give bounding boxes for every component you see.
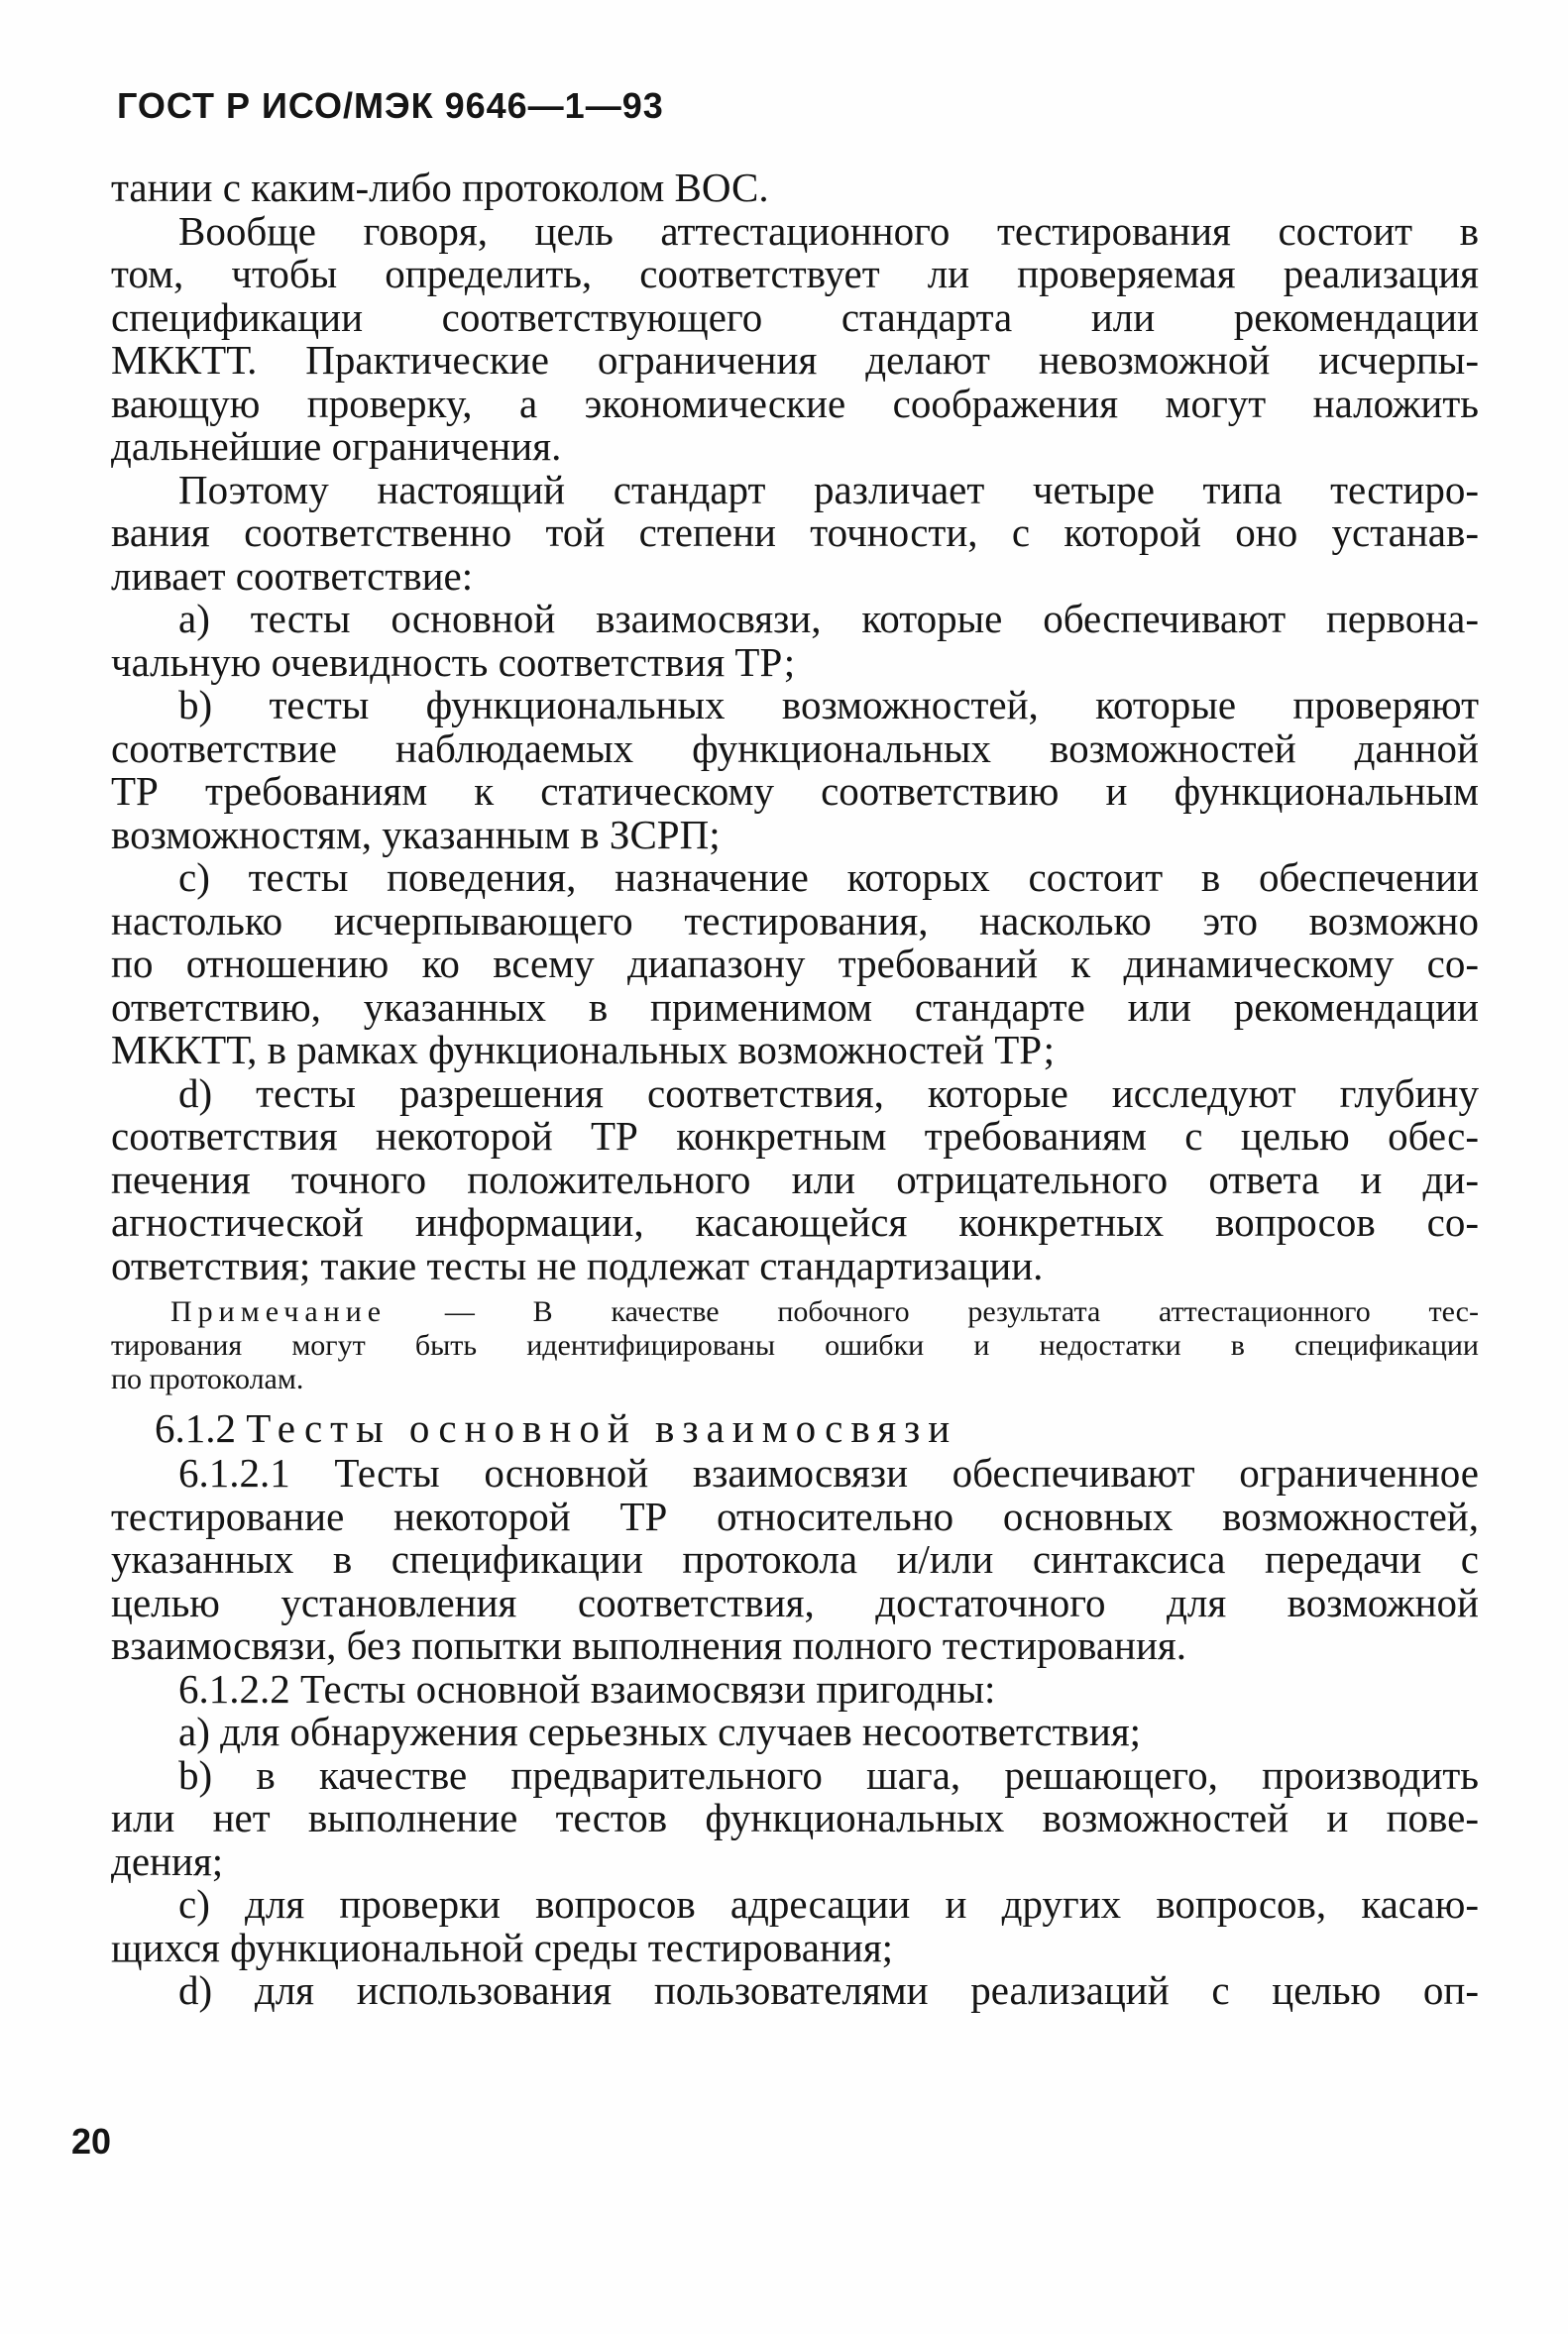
text-line: дения; bbox=[111, 1837, 224, 1884]
text-line: настолько исчерпывающего тестирования, насколько это возможно bbox=[111, 897, 1479, 944]
list-item-c: с) тесты поведения, назначение которых состоит в обеспечении bbox=[178, 854, 1479, 900]
text-line: ТР требованиям к статическому соответствию и функциональным bbox=[111, 768, 1479, 814]
text-line: печения точного положительного или отрицательного ответа и ди- bbox=[111, 1156, 1479, 1202]
text-line: или нет выполнение тестов функциональных возможностей и пове- bbox=[111, 1795, 1479, 1840]
text-line: ответствию, указанных в применимом стандарте или рекомендации bbox=[111, 983, 1479, 1030]
text-line: спецификации соответствующего стандарта или рекомендации bbox=[111, 293, 1479, 340]
text-line: взаимосвязи, без попытки выполнения полного тестирования. bbox=[111, 1622, 1187, 1668]
note-line bbox=[111, 1295, 1479, 1329]
text-line: Поэтому настоящий стандарт различает четыре типа тестиро- bbox=[178, 466, 1479, 512]
text-line: вания соответственно той степени точности, с которой оно устанав- bbox=[111, 509, 1479, 555]
list-item-c: с) для проверки вопросов адресации и других вопросов, касаю- bbox=[178, 1881, 1479, 1927]
note-lead: Примечание bbox=[170, 1295, 388, 1328]
text-line: ответствия; такие тесты не подлежат стандартизации. bbox=[111, 1242, 1044, 1288]
text-line: указанных в спецификации протокола и/или синтаксиса передачи с bbox=[111, 1536, 1479, 1582]
document-header: ГОСТ Р ИСО/МЭК 9646—1—93 bbox=[117, 85, 664, 126]
text-line: тестирование некоторой ТР относительно основных возможностей, bbox=[111, 1493, 1479, 1539]
list-item-b: b) тесты функциональных возможностей, которые проверяют bbox=[178, 682, 1479, 727]
text-line: МККТТ, в рамках функциональных возможностей ТР; bbox=[111, 1027, 1055, 1072]
note-line: тирования могут быть идентифицированы ошибки и недостатки в спецификации bbox=[111, 1329, 1479, 1362]
text-line: 6.1.2.1 Тесты основной взаимосвязи обеспечивают ограниченное bbox=[178, 1450, 1479, 1496]
text-line: возможностям, указанным в ЗСРП; bbox=[111, 811, 721, 857]
list-item-d: d) тесты разрешения соответствия, которые исследуют глубину bbox=[178, 1069, 1479, 1116]
text-line: Вообще говоря, цель аттестационного тестирования состоит в bbox=[178, 207, 1479, 254]
text-line: щихся функциональной среды тестирования; bbox=[111, 1924, 894, 1970]
text-line: дальнейшие ограничения. bbox=[111, 423, 562, 469]
list-item-d: d) для использования пользователями реализаций с целью оп- bbox=[178, 1967, 1479, 2013]
text-line: агностической информации, касающейся конкретных вопросов со- bbox=[111, 1199, 1479, 1245]
text-line: том, чтобы определить, соответствует ли проверяемая реализация bbox=[111, 251, 1479, 296]
note-line: по протоколам. bbox=[111, 1363, 304, 1395]
section-number: 6.1.2 bbox=[155, 1405, 236, 1451]
text-line: МККТТ. Практические ограничения делают невозможной исчерпы- bbox=[111, 337, 1479, 383]
text-line: ливает соответствие: bbox=[111, 552, 474, 599]
text-line: целью установления соответствия, достаточного для возможной bbox=[111, 1579, 1479, 1625]
list-item-a: а) для обнаружения серьезных случаев несоответствия; bbox=[178, 1709, 1142, 1754]
text-line: соответствие наблюдаемых функциональных возможностей данной bbox=[111, 724, 1479, 771]
section-heading bbox=[111, 1404, 1479, 1452]
text-line: чальную очевидность соответствия ТР; bbox=[111, 638, 796, 685]
list-item-b: b) в качестве предварительного шага, решающего, производить bbox=[178, 1751, 1479, 1798]
text-line: 6.1.2.2 Тесты основной взаимосвязи пригодны: bbox=[178, 1665, 996, 1712]
note-text: — В качестве побочного результата аттестационного тес- bbox=[444, 1295, 1479, 1328]
page-number: 20 bbox=[71, 2121, 112, 2162]
text-line: вающую проверку, а экономические соображения могут наложить bbox=[111, 380, 1479, 426]
note-block bbox=[111, 1295, 1479, 1396]
text-line: тании с каким-либо протоколом ВОС. bbox=[111, 165, 769, 210]
text-line: по отношению ко всему диапазону требований к динамическому со- bbox=[111, 941, 1479, 986]
list-item-a: а) тесты основной взаимосвязи, которые обеспечивают первона- bbox=[178, 596, 1479, 641]
text-line: соответствия некоторой ТР конкретным требованиям с целью обес- bbox=[111, 1113, 1479, 1159]
section-title: Тесты основной взаимосвязи bbox=[246, 1405, 958, 1451]
document-body bbox=[111, 167, 1479, 2013]
